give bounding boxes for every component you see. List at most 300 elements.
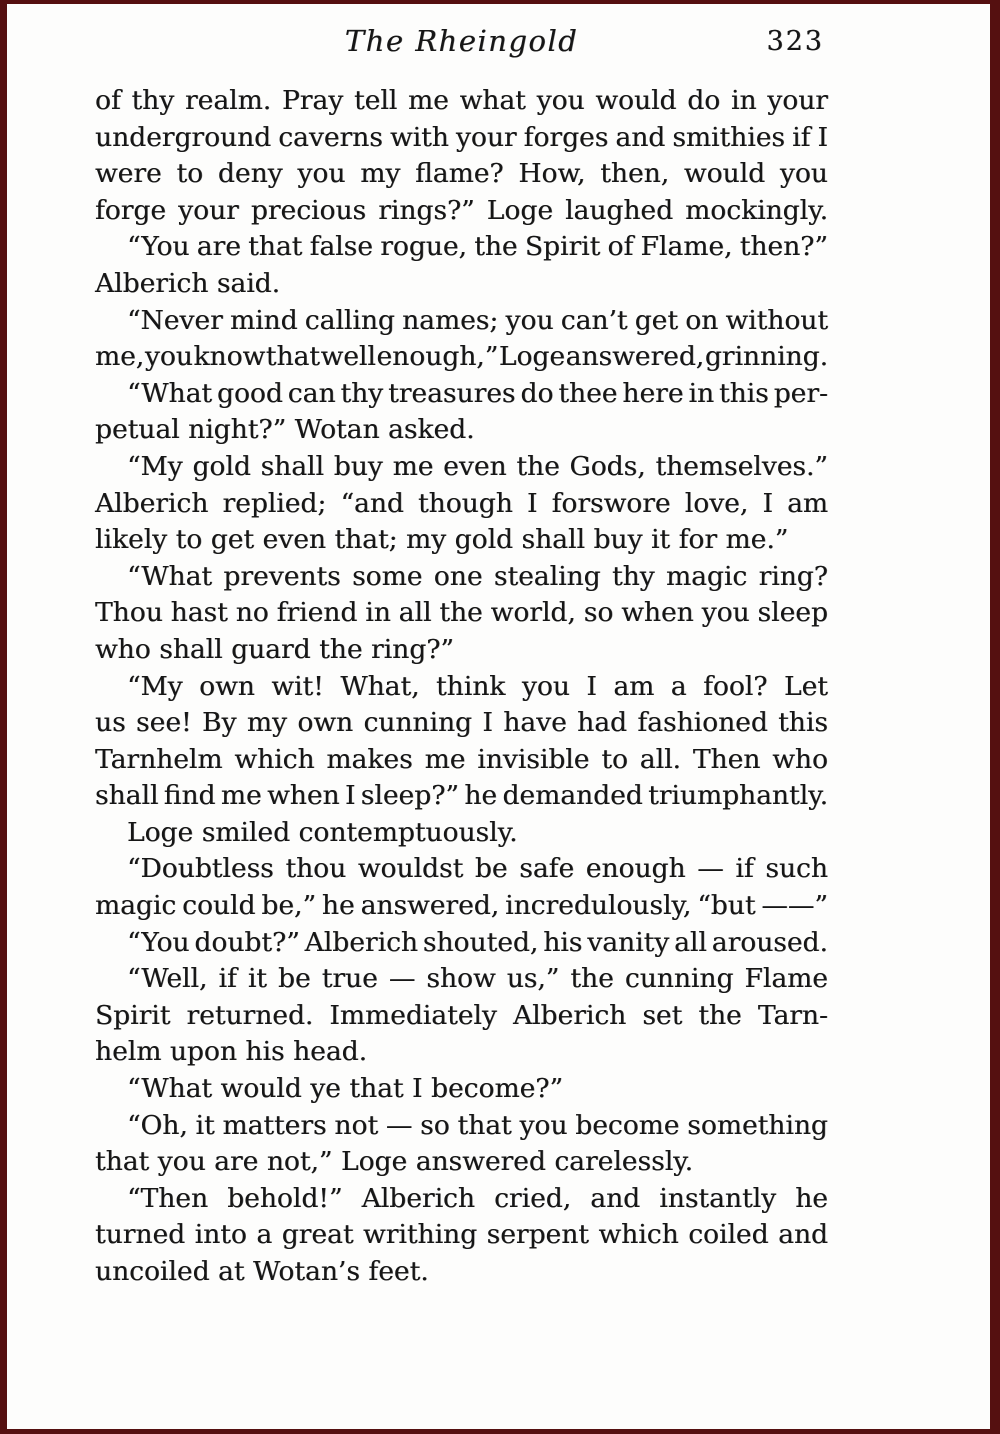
word: that; [334,524,398,556]
word: see! [136,707,192,739]
word: for [678,524,718,556]
word: I [526,487,538,519]
word: Alberich [95,487,209,519]
word: fashioned [637,707,768,739]
word: instantly [659,1182,777,1214]
word: do [520,377,554,409]
word: laughed [565,194,674,226]
word: friend [276,597,358,629]
word: your [455,121,517,153]
word: if [735,853,754,885]
word: matters [222,1109,327,1141]
word: enough,” [376,341,499,373]
word: I [762,487,773,519]
word: the [516,450,560,482]
word: — [697,853,724,885]
word: shall [260,450,324,482]
word: thou [285,853,347,885]
text-line [95,778,828,815]
word: answered, [565,341,705,373]
word: precious [250,194,367,226]
word: names; [402,304,499,336]
text-line [95,1254,828,1291]
word: in [730,85,757,116]
word: safe [519,853,575,885]
word: that [95,1146,150,1178]
word: find [163,780,216,812]
word: Loge [127,816,194,848]
text-line [95,486,828,523]
word: of [607,231,634,263]
scan-edge-bottom [0,1429,1000,1434]
word: love, [684,487,749,519]
word: shouted, [422,926,539,958]
word: this [718,377,769,409]
word: which [234,743,315,775]
word: so [420,1109,450,1141]
word: be,” [261,890,316,922]
word: incredulously, [505,890,692,922]
word: Spirit [524,231,601,263]
word: of [95,85,121,116]
word: all [674,926,707,958]
word: vanity [587,926,670,958]
word: you [144,341,193,373]
word: at [218,1256,245,1287]
text-line [95,632,828,669]
word: the [474,231,518,263]
word: “What [127,560,213,592]
word: aroused. [711,926,828,958]
text-line [95,669,828,706]
word: you [536,85,585,116]
word: my [360,158,401,190]
word: me [408,85,449,116]
word: the [439,597,483,629]
scan-edge-top [0,0,1000,4]
word: be [474,853,508,885]
text-line [95,83,828,120]
word: he [321,890,355,922]
word: Then [692,743,761,775]
word: if [218,963,237,995]
text-line [95,120,828,157]
text-line [95,1071,828,1108]
word: shall [521,524,585,556]
word: ring? [758,560,828,592]
word: What, [340,670,420,702]
text-line [95,851,828,888]
text-line [95,1144,828,1181]
word: here [622,377,684,409]
word: wit! [271,670,324,702]
word: tell [353,85,398,116]
word: could [182,890,256,922]
word: night?” [188,414,287,446]
word: Alberich [95,267,209,299]
word: Thou [95,597,163,629]
word: enough [585,853,686,885]
word: Alberich [304,926,418,958]
word: to [176,158,204,190]
text-line [95,1108,828,1145]
word: triumphantly. [648,780,828,812]
word: shall [159,633,223,665]
word: carelessly. [554,1146,694,1178]
text-line [95,559,828,596]
word: ring?” [371,633,454,665]
word: cried, [494,1182,572,1214]
word: become?” [431,1073,564,1105]
word: forswore [551,487,671,519]
word: us,” [506,963,560,995]
word: rogue, [380,231,467,263]
word: be [277,963,311,995]
word: he [795,1182,828,1214]
word: something [687,1109,828,1141]
word: thee [558,377,618,409]
word: mockingly. [685,194,828,226]
word: I [482,707,493,739]
word: doubt?” [194,926,300,958]
word: guard [231,633,311,665]
word: all. [639,743,681,775]
word: Immediately [329,999,497,1031]
word: cunning [363,707,473,739]
word: true [321,963,378,995]
word: to [175,524,203,556]
word: “My [127,670,183,702]
word: so [583,597,614,629]
word: Loge [486,194,553,226]
text-line [95,998,828,1035]
word: show [426,963,496,995]
word: your [767,85,828,116]
word: petual [95,414,180,446]
word: smiled [201,816,291,848]
word: the [319,633,363,665]
word: ——” [761,890,828,922]
word: get [634,304,679,336]
word: Tarnhelm [95,743,223,775]
word: thy [131,85,175,116]
scan-edge-right [990,0,1000,1434]
word: then?” [739,231,828,263]
word: smithies [672,121,786,153]
word: magic [95,890,177,922]
word: upon [169,1036,237,1068]
word: mind [229,304,298,336]
word: and [590,1182,641,1214]
word: can’t [560,304,628,336]
word: this [778,707,828,739]
word: not,” [266,1146,333,1178]
word: — [388,963,416,995]
word: deny [217,158,283,190]
text-line [95,815,828,852]
word: — [385,1109,413,1141]
word: to [601,743,628,775]
word: forges [523,121,609,153]
word: stealing [493,560,601,592]
word: invisible [477,743,590,775]
text-line [95,412,828,449]
word: even [262,524,326,556]
word: sleep [757,597,828,629]
word: writhing [363,1219,478,1251]
word: Flame [744,963,828,995]
text-line [95,888,828,925]
word: if [792,121,811,153]
word: can [287,377,336,409]
word: his [245,1036,285,1068]
word: and [778,1219,828,1251]
word: ye [310,1073,341,1105]
word: Wotan [294,414,380,446]
word: know [193,341,266,373]
word: thy [611,560,655,592]
word: what [459,85,526,116]
body-text [95,83,828,1291]
text-line [95,1217,828,1254]
word: one [433,560,483,592]
text-line [95,266,828,303]
word: Flame, [640,231,733,263]
word: Spirit [95,999,171,1031]
word: were [95,158,162,190]
word: Alberich [361,1182,475,1214]
word: that [248,231,303,263]
text-line [95,925,828,962]
word: you [157,1146,206,1178]
word: had [577,707,627,739]
word: “and [340,487,404,519]
scan-edge-left [0,0,7,1434]
word: even [443,450,507,482]
word: in [688,377,715,409]
word: Pray [281,85,344,116]
word: you [521,670,570,702]
word: “What [127,377,213,409]
word: How, [518,158,586,190]
word: which [598,1219,679,1251]
word: serpent [486,1219,589,1251]
word: you [779,158,828,190]
word: though [418,487,513,519]
word: not [334,1109,379,1141]
word: that [265,341,320,373]
text-line [95,705,828,742]
word: hast [170,597,228,629]
word: Gods, [569,450,646,482]
word: world, [490,597,576,629]
text-line [95,449,828,486]
word: thy [340,377,384,409]
text-line [95,742,828,779]
word: then, [600,158,670,190]
word: I [586,670,597,702]
text-line [95,961,828,998]
word: would [220,1073,302,1105]
word: themselves.” [655,450,828,482]
word: some [352,560,423,592]
word: Wotan’s [252,1256,360,1287]
word: caverns [278,121,383,153]
word: me, [95,341,145,373]
word: cunning [624,963,734,995]
word: “You [127,231,190,263]
word: “Doubtless [127,853,274,885]
text-line [95,1034,828,1071]
word: gold [454,524,514,556]
word: forge [95,194,167,226]
word: Tarn- [757,999,828,1031]
word: Let [783,670,828,702]
word: Loge [340,1146,408,1178]
word: flame? [415,158,504,190]
word: a [256,1219,273,1251]
word: such [765,853,828,885]
word: “What [127,1073,213,1105]
word: without [725,304,828,336]
text-line [95,303,828,340]
running-title: The Rheingold [344,24,579,58]
word: said. [216,267,281,299]
word: in [365,597,391,629]
word: would [595,85,677,116]
word: gold [192,450,251,482]
word: well [320,341,376,373]
word: my [406,524,447,556]
word: I [412,1073,423,1105]
word: it [247,963,267,995]
word: become [575,1109,680,1141]
word: By [202,707,237,739]
word: shall [95,780,159,812]
word: are [214,1146,259,1178]
word: great [281,1219,354,1251]
word: you [701,597,750,629]
text-line [95,339,828,376]
text-line [95,376,828,413]
word: it [650,524,671,556]
page-header [95,24,828,66]
page-number: 323 [766,26,824,57]
word: you [519,1109,568,1141]
text-line [95,193,828,230]
word: own [199,670,255,702]
word: likely [95,524,168,556]
word: magic [666,560,748,592]
word: I [817,121,828,153]
word: get [210,524,255,556]
word: with [389,121,449,153]
word: coiled [688,1219,769,1251]
word: your [178,194,239,226]
word: “Oh, [127,1109,188,1141]
word: am [613,670,655,702]
word: treasures [388,377,516,409]
word: Loge [498,341,566,373]
word: buy [593,524,643,556]
word: calling [304,304,395,336]
word: buy [333,450,383,482]
word: who [95,633,151,665]
word: it [195,1109,215,1141]
word: “Then [127,1182,209,1214]
word: makes [326,743,413,775]
word: “My [127,450,183,482]
word: into [194,1219,247,1251]
word: asked. [388,414,475,446]
word: wouldst [357,853,464,885]
word: have [503,707,567,739]
word: his [543,926,583,958]
word: underground [95,121,272,153]
word: I [344,780,356,812]
word: when [621,597,694,629]
word: Alberich [512,999,627,1031]
word: sleep?” [360,780,459,812]
word: that [457,1109,512,1141]
word: helm [95,1036,162,1068]
word: us [95,707,126,739]
word: replied; [222,487,327,519]
word: all [398,597,432,629]
word: are [196,231,241,263]
word: who [772,743,828,775]
word: me [220,780,262,812]
text-line [95,522,828,559]
word: that [349,1073,404,1105]
word: uncoiled [95,1256,210,1287]
word: good [217,377,283,409]
word: grinning. [704,341,828,373]
word: behold!” [227,1182,343,1214]
word: realm. [184,85,272,116]
word: set [642,999,683,1031]
word: and [615,121,666,153]
word: the [698,999,742,1031]
word: you [297,158,346,190]
word: fool? [703,670,768,702]
text-line [95,1181,828,1218]
word: demanded [502,780,643,812]
word: prevents [223,560,341,592]
word: me [424,743,466,775]
word: returned. [186,999,314,1031]
text-line [95,229,828,266]
word: the [570,963,614,995]
word: me.” [725,524,789,556]
word: “You [127,926,190,958]
word: you [505,304,554,336]
word: turned [95,1219,186,1251]
word: he [464,780,498,812]
word: per- [773,377,828,409]
word: head. [293,1036,368,1068]
word: my [246,707,287,739]
word: no [235,597,269,629]
word: “but [697,890,756,922]
word: contemptuously. [298,816,518,848]
word: on [685,304,719,336]
word: answered [415,1146,546,1178]
word: feet. [368,1256,429,1287]
word: think [436,670,506,702]
word: would [683,158,766,190]
word: false [309,231,373,263]
